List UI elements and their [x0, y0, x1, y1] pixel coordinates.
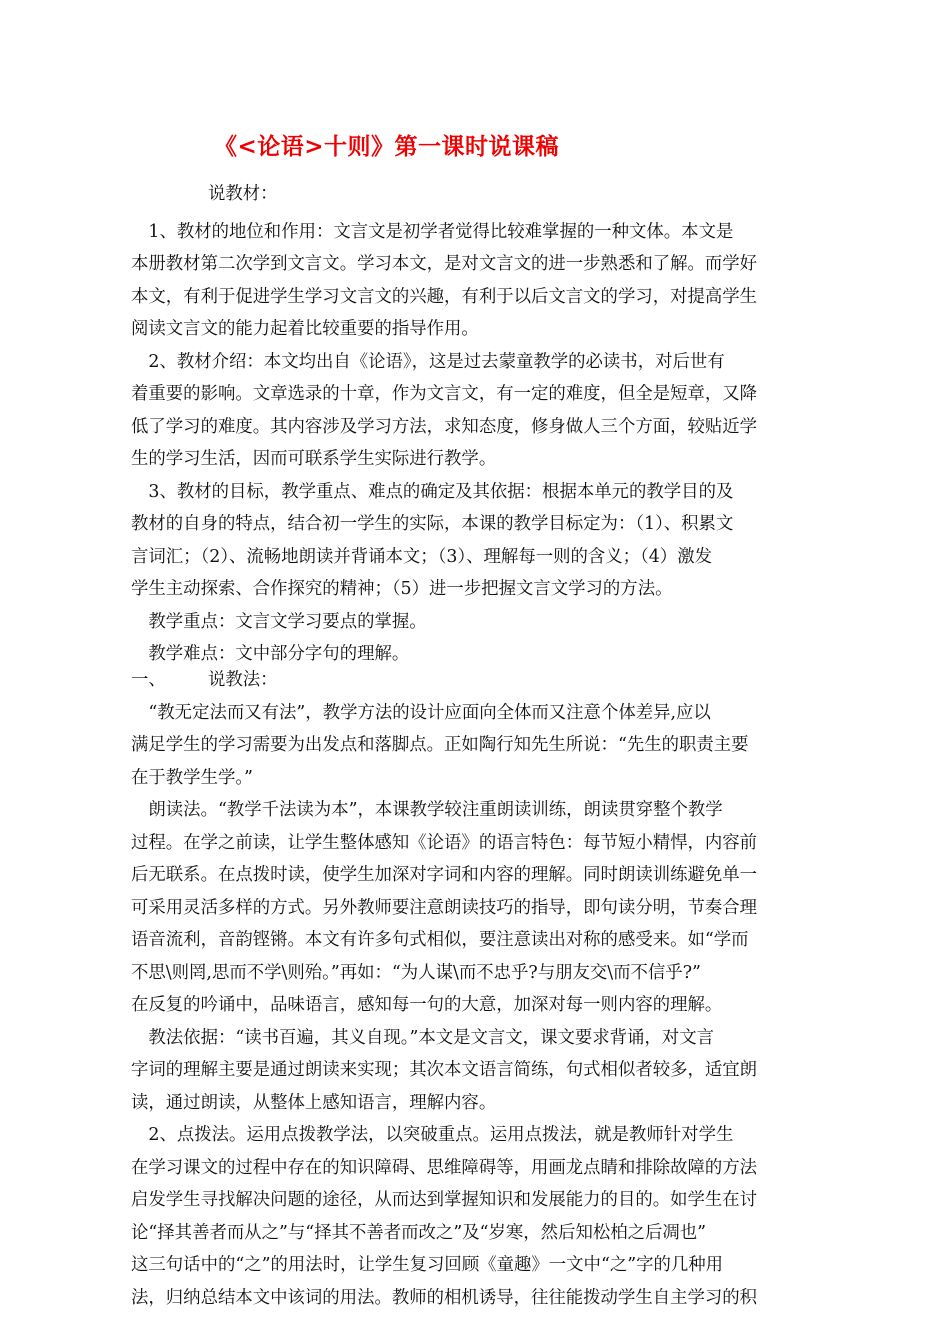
- paragraph-line: 法，归纳总结本文中该词的用法。教师的相机诱导，往往能拨动学生自主学习的积: [131, 1288, 758, 1308]
- paragraph-line: 1、教材的地位和作用：文言文是初学者觉得比较难掌握的一种文体。本文是: [131, 222, 734, 242]
- paragraph-line: 朗读法。“教学千法读为本”，本课教学较注重朗读训练，朗读贯穿整个教学: [131, 800, 723, 820]
- document-title: 《<论语>十则》第一课时说课稿: [214, 133, 560, 160]
- paragraph-line: 过程。在学之前读，让学生整体感知《论语》的语言特色：每节短小精悍，内容前: [131, 833, 758, 853]
- paragraph-line: 字词的理解主要是通过朗读来实现；其次本文语言简练，句式相似者较多，适宜朗: [131, 1060, 758, 1080]
- paragraph-line: 2、点拨法。运用点拨教学法，以突破重点。运用点拨法，就是教师针对学生: [131, 1125, 734, 1145]
- paragraph-line: 阅读文言文的能力起着比较重要的指导作用。: [131, 319, 479, 339]
- paragraph-line: 后无联系。在点拨时读，使学生加深对字词和内容的理解。同时朗读训练避免单一: [131, 865, 758, 885]
- paragraph-line: 教学重点：文言文学习要点的掌握。: [131, 612, 427, 632]
- paragraph-line: 3、教材的目标，教学重点、难点的确定及其依据：根据本单元的教学目的及: [131, 482, 734, 502]
- paragraph-line: 低了学习的难度。其内容涉及学习方法，求知态度，修身做人三个方面，较贴近学: [131, 417, 758, 437]
- paragraph-line: 在反复的吟诵中，品味语言，感知每一句的大意，加深对每一则内容的理解。: [131, 995, 723, 1015]
- paragraph-line: 教法依据：“读书百遍，其义自现。”本文是文言文，课文要求背诵，对文言: [131, 1028, 714, 1048]
- paragraph-line: 在学习课文的过程中存在的知识障碍、思维障碍等，用画龙点睛和排除故障的方法: [131, 1158, 758, 1178]
- paragraph-line: 读，通过朗读，从整体上感知语言，理解内容。: [131, 1093, 497, 1113]
- paragraph-line: “教无定法而又有法”，教学方法的设计应面向全体而又注意个体差异,应以: [131, 703, 711, 723]
- paragraph-line: 启发学生寻找解决问题的途径，从而达到掌握知识和发展能力的目的。如学生在讨: [131, 1190, 758, 1210]
- section-heading-jiaofa-number: 一、: [131, 670, 166, 690]
- section-heading-jiaocai: 说教材：: [208, 184, 278, 204]
- paragraph-line: 论“择其善者而从之”与“择其不善者而改之”及“岁寒，然后知松柏之后凋也”: [131, 1223, 707, 1243]
- paragraph-line: 言词汇；（2）、流畅地朗读并背诵本文；（3）、理解每一则的含义；（4）激发: [131, 547, 712, 567]
- paragraph-line: 语音流利，音韵铿锵。本文有许多句式相似，要注意读出对称的感受来。如“学而: [131, 930, 749, 950]
- paragraph-line: 在于教学生学。”: [131, 768, 253, 788]
- paragraph-line: 学生主动探索、合作探究的精神；（5）进一步把握文言文学习的方法。: [131, 579, 673, 599]
- paragraph-line: 本册教材第二次学到文言文。学习本文，是对文言文的进一步熟悉和了解。而学好: [131, 254, 758, 274]
- paragraph-line: 满足学生的学习需要为出发点和落脚点。正如陶行知先生所说：“先生的职责主要: [131, 735, 749, 755]
- paragraph-line: 本文，有利于促进学生学习文言文的兴趣，有利于以后文言文的学习，对提高学生: [131, 287, 758, 307]
- paragraph-line: 2、教材介绍：本文均出自《论语》，这是过去蒙童教学的必读书，对后世有: [131, 352, 725, 372]
- paragraph-line: 这三句话中的“之”的用法时，让学生复习回顾《童趣》一文中“之”字的几种用: [131, 1255, 724, 1275]
- paragraph-line: 着重要的影响。文章选录的十章，作为文言文，有一定的难度，但全是短章，又降: [131, 384, 758, 404]
- section-heading-jiaofa: 说教法：: [208, 670, 278, 690]
- paragraph-line: 生的学习生活，因而可联系学生实际进行教学。: [131, 449, 497, 469]
- paragraph-line: 教学难点：文中部分字句的理解。: [131, 644, 410, 664]
- paragraph-line: 可采用灵活多样的方式。另外教师要注意朗读技巧的指导，即句读分明，节奏合理: [131, 898, 758, 918]
- paragraph-line: 不思\则罔,思而不学\则殆。”再如：“为人谋\而不忠乎?与朋友交\而不信乎?”: [131, 963, 701, 983]
- paragraph-line: 教材的自身的特点，结合初一学生的实际，本课的教学目标定为：（1）、积累文: [131, 514, 734, 534]
